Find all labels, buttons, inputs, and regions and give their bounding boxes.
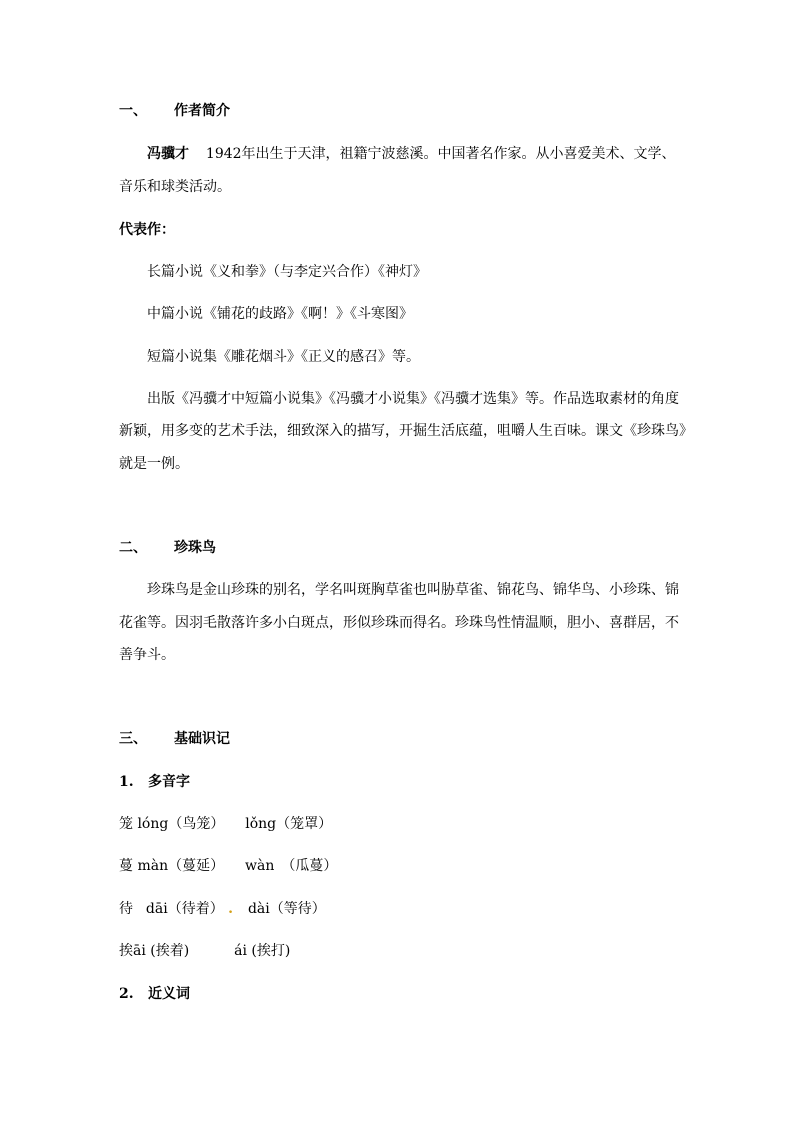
polyphone-row [119, 856, 337, 876]
polyphone-reading: dāi（待着） [145, 901, 224, 917]
polyphone-reading: lóng（鸟笼） [137, 816, 225, 832]
polyphone-char: 待 [119, 901, 133, 917]
section-number: 三、 [119, 731, 147, 747]
work-item: 短篇小说集《雕花烟斗》《正义的感召》等。 [147, 349, 420, 365]
paragraph-line: 花雀等。因羽毛散落许多小白斑点，形似珍珠而得名。珍珠鸟性情温顺，胆小、喜群居，不 [119, 615, 679, 631]
polyphone-row [119, 899, 326, 919]
section-number: 一、 [119, 103, 147, 119]
sub-number: 2. [119, 986, 134, 1002]
paragraph-line: 珍珠鸟是金山珍珠的别名，学名叫斑胸草雀也叫胁草雀、锦花鸟、锦华鸟、小珍珠、锦 [147, 582, 679, 598]
subheading-synonyms [119, 984, 190, 1004]
polyphone-reading: wàn （瓜蔓） [245, 858, 338, 874]
polyphone-row [119, 941, 290, 961]
section-title: 珍珠鸟 [174, 540, 216, 556]
polyphone-reading: lǒng（笼罩） [245, 816, 333, 832]
publication-line: 出版《冯骥才中短篇小说集》《冯骥才小说集》《冯骥才选集》等。作品选取素材的角度 [147, 391, 679, 407]
publication-line: 就是一例。 [119, 456, 189, 472]
section-heading-2 [119, 538, 216, 558]
sub-number: 1. [119, 774, 134, 790]
section-title: 基础识记 [174, 731, 230, 747]
polyphone-char: 笼 [119, 816, 133, 832]
work-item: 中篇小说《铺花的歧路》《啊！》《斗寒图》 [147, 306, 413, 322]
subheading-polyphones [119, 772, 190, 792]
works-heading: 代表作： [119, 222, 175, 238]
polyphone-char: 挨 [119, 943, 133, 959]
emphasis-dot: . [228, 901, 234, 917]
bio-text: 1942年出生于天津，祖籍宁波慈溪。中国著名作家。从小喜爱美术、文学、 [205, 146, 676, 162]
publication-line: 新颖，用多变的艺术手法，细致深入的描写，开掘生活底蕴，咀嚼人生百味。课文《珍珠鸟》 [119, 423, 693, 439]
section-heading-3 [119, 729, 230, 749]
polyphone-char: 蔓 [119, 858, 133, 874]
bio-line-1 [147, 144, 676, 164]
polyphone-reading: ái (挨打) [234, 943, 291, 959]
work-item: 长篇小说《义和拳》（与李定兴合作）《神灯》 [147, 264, 427, 280]
polyphone-reading: āi (挨着) [133, 943, 190, 959]
sub-title: 多音字 [148, 774, 190, 790]
polyphone-reading: dài（等待） [247, 901, 326, 917]
paragraph-line: 善争斗。 [119, 647, 175, 663]
section-heading-1 [119, 101, 230, 121]
polyphone-row [119, 814, 332, 834]
bio-line-2: 音乐和球类活动。 [119, 179, 231, 195]
section-number: 二、 [119, 540, 147, 556]
author-name: 冯骥才 [147, 146, 189, 162]
section-title: 作者简介 [174, 103, 230, 119]
sub-title: 近义词 [148, 986, 190, 1002]
polyphone-reading: màn（蔓延） [137, 858, 225, 874]
